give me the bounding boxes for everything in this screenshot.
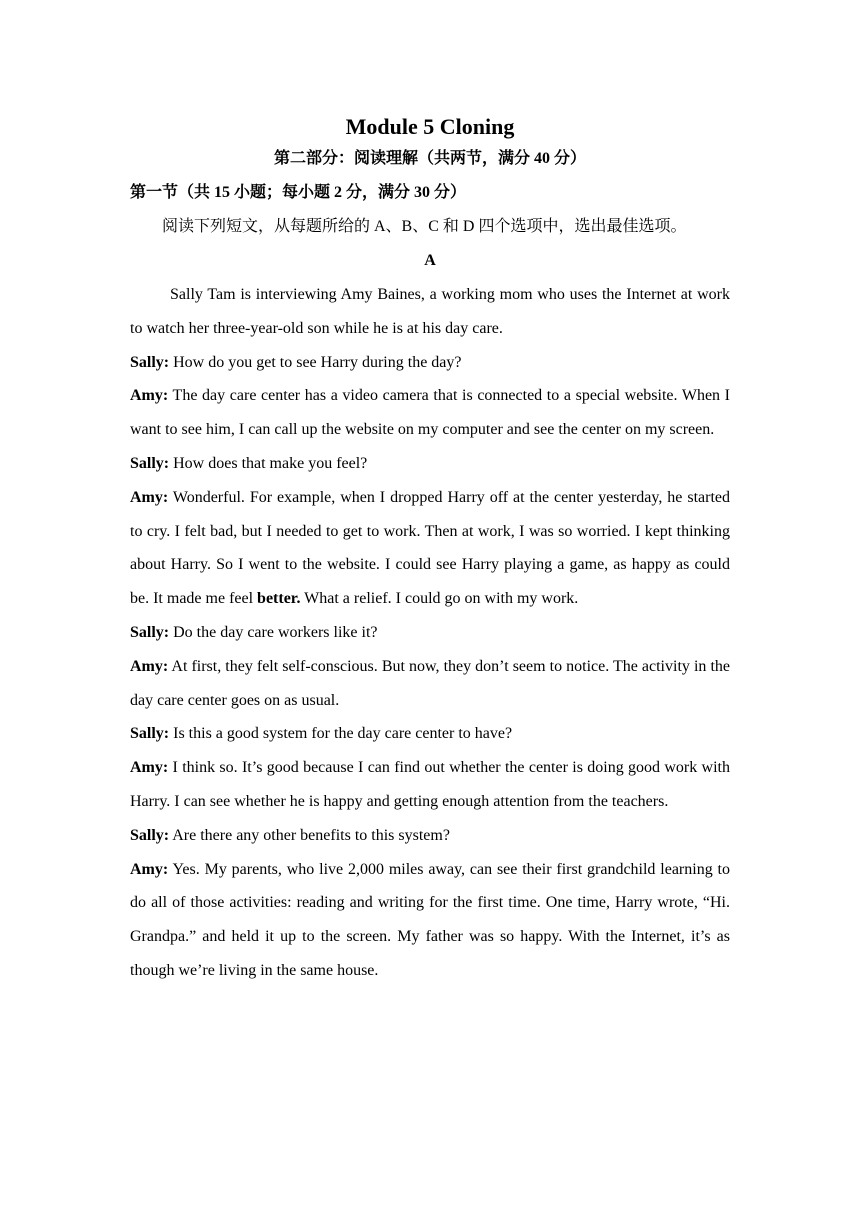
section-heading: 第一节（共 15 小题；每小题 2 分，满分 30 分） xyxy=(130,184,467,201)
document-page xyxy=(130,112,730,988)
dialogue-text: The day care center has a video camera that is connected to a special website. When I want to see him, I can call up the website on my computer and see the center on my screen. xyxy=(130,387,730,439)
emphasized-word: better. xyxy=(257,590,301,608)
speaker-label: Amy: xyxy=(130,759,169,777)
speaker-label: Amy: xyxy=(130,657,169,675)
speaker-label: Amy: xyxy=(130,860,169,878)
dialogue-line xyxy=(130,481,730,616)
dialogue-text: Do the day care workers like it? xyxy=(169,623,378,641)
speaker-label: Sally: xyxy=(130,623,170,641)
dialogue-line xyxy=(130,616,730,650)
dialogue-text: How do you get to see Harry during the day? xyxy=(169,353,462,371)
speaker-label: Amy: xyxy=(130,387,169,405)
speaker-label: Sally: xyxy=(130,454,170,472)
speaker-label: Amy: xyxy=(130,488,169,506)
dialogue-line xyxy=(130,751,730,819)
dialogue-text: I think so. It’s good because I can find out whether the center is doing good work with Harry. I can see whether he is happy and getting enough attention from the teachers. xyxy=(130,759,730,810)
dialogue-line xyxy=(130,346,730,380)
dialogue-line xyxy=(130,717,730,751)
dialogue-text: How does that make you feel? xyxy=(169,454,368,472)
dialogue-line xyxy=(130,819,730,853)
dialogue-text: Are there any other benefits to this system? xyxy=(169,826,450,844)
document-title: Module 5 Cloning xyxy=(345,114,515,139)
dialogue-text-continued: What a relief. I could go on with my work. xyxy=(300,590,579,608)
dialogue-line xyxy=(130,447,730,481)
speaker-label: Sally: xyxy=(130,826,170,844)
speaker-label: Sally: xyxy=(130,353,170,371)
instruction-text: 阅读下列短文，从每题所给的 A、B、C 和 D 四个选项中，选出最佳选项。 xyxy=(162,218,687,235)
dialogue-line xyxy=(130,853,730,988)
dialogue-text: Wonderful. For example, when I dropped Harry off at the center yesterday, he started to cry. I felt bad, but I needed to get to work. Then at work, I was so worried. I kept thinking about Harry. So I went to the website. I could see Harry playing a game, as happy as could be. It made me feel xyxy=(130,488,730,608)
dialogue-text: Yes. My parents, who live 2,000 miles away, can see their first grandchild learning to do all of those activities: reading and writing for the first time. One time, Harry wrote, “Hi. Grandpa.” and held it up to the screen. My father was so happy. With the Internet, it’s as though we’re living in the same house. xyxy=(130,860,730,979)
dialogue-text: Is this a good system for the day care center to have? xyxy=(169,725,513,743)
passage-intro: Sally Tam is interviewing Amy Baines, a working mom who uses the Internet at work to watch her three-year-old son while he is at his day care. xyxy=(130,286,730,337)
dialogue-line xyxy=(130,379,730,447)
part-heading: 第二部分：阅读理解（共两节，满分 40 分） xyxy=(273,150,586,167)
dialogue-text: At first, they felt self-conscious. But now, they don’t seem to notice. The activity in the day care center goes on as usual. xyxy=(130,657,730,709)
speaker-label: Sally: xyxy=(130,725,170,743)
dialogue-line xyxy=(130,650,730,718)
passage-label: A xyxy=(424,252,436,269)
